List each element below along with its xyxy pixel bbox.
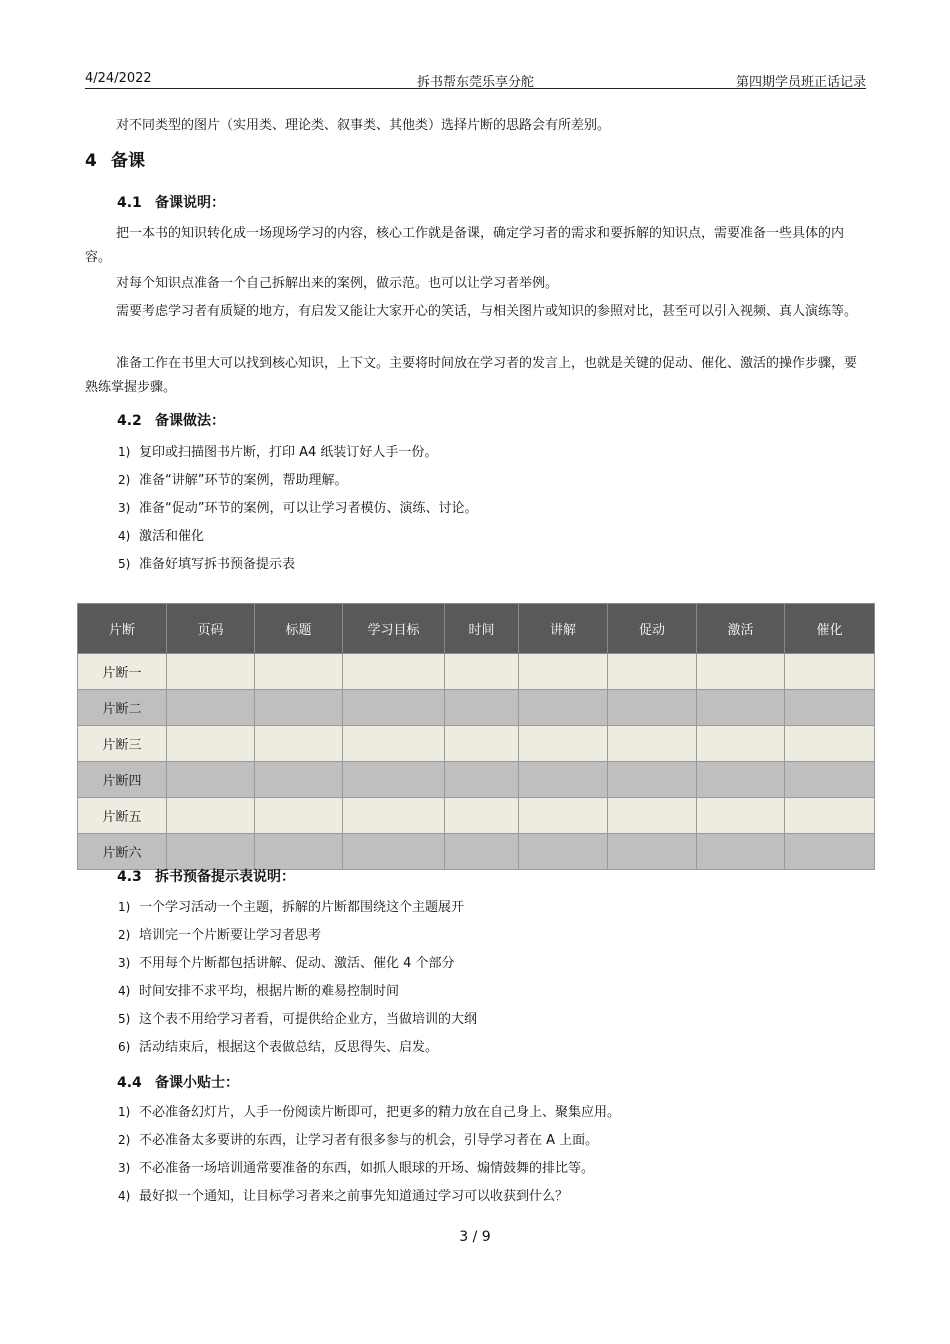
page-number: 3 / 9 — [459, 1229, 491, 1245]
table-cell — [608, 834, 697, 870]
table-cell — [697, 834, 785, 870]
page-header — [85, 70, 866, 89]
table-cell — [343, 690, 445, 726]
subsection-title: 备课说明： — [155, 195, 225, 211]
column-header: 催化 — [785, 604, 875, 654]
list-number: 4) — [118, 1189, 131, 1203]
list-item — [118, 550, 477, 578]
list-item — [118, 1182, 620, 1210]
list-item — [118, 438, 477, 466]
list-number: 1) — [118, 1105, 131, 1119]
paragraph: 准备工作在书里大可以找到核心知识，上下文。主要将时间放在学习者的发言上，也就是关键的促动、催化、激活的操作步骤，要熟练掌握步骤。 — [85, 356, 858, 395]
list-text: 准备好填写拆书预备提示表 — [139, 557, 296, 572]
table-cell — [167, 834, 255, 870]
table-cell — [785, 762, 875, 798]
list-text: 最好拟一个通知，让目标学习者来之前事先知道通过学习可以收获到什么？ — [139, 1189, 569, 1204]
list-item — [118, 1154, 620, 1182]
prep-prompt-table — [77, 603, 875, 870]
list-text: 不必准备太多要讲的东西，让学习者有很多参与的机会，引导学习者在 A 上面。 — [139, 1133, 599, 1148]
column-header: 讲解 — [519, 604, 608, 654]
prompt-table-notes-list — [118, 893, 477, 1061]
list-item — [118, 893, 477, 921]
column-header: 时间 — [445, 604, 519, 654]
list-number: 2) — [118, 1133, 131, 1147]
table-cell — [785, 798, 875, 834]
table-header-row — [78, 604, 875, 654]
list-text: 这个表不用给学习者看，可提供给企业方，当做培训的大纲 — [139, 1012, 478, 1027]
list-number: 3) — [118, 1161, 131, 1175]
column-header: 促动 — [608, 604, 697, 654]
list-item — [118, 977, 477, 1005]
table-cell — [343, 726, 445, 762]
table-cell — [445, 726, 519, 762]
list-text: 复印或扫描图书片断，打印 A4 纸装订好人手一份。 — [139, 445, 438, 460]
table-cell — [255, 798, 343, 834]
list-number: 1) — [118, 900, 131, 914]
list-item — [118, 494, 477, 522]
table-cell — [445, 798, 519, 834]
subsection-title: 备课做法： — [155, 413, 225, 429]
list-item — [118, 1126, 620, 1154]
list-text: 准备“讲解”环节的案例，帮助理解。 — [139, 473, 348, 488]
row-label: 片断一 — [78, 654, 167, 690]
column-header: 标题 — [255, 604, 343, 654]
row-label: 片断二 — [78, 690, 167, 726]
table-cell — [785, 654, 875, 690]
table-cell — [255, 762, 343, 798]
list-number: 5) — [118, 557, 131, 571]
list-text: 一个学习活动一个主题，拆解的片断都围绕这个主题展开 — [139, 900, 465, 915]
list-text: 不必准备幻灯片，人手一份阅读片断即可，把更多的精力放在自己身上、聚集应用。 — [139, 1105, 621, 1120]
list-text: 时间安排不求平均，根据片断的难易控制时间 — [139, 984, 400, 999]
list-text: 不用每个片断都包括讲解、促动、激活、催化 4 个部分 — [139, 956, 455, 971]
table-cell — [697, 690, 785, 726]
table-cell — [343, 798, 445, 834]
table-cell — [785, 690, 875, 726]
subsection-number: 4.3 — [117, 869, 142, 885]
table-cell — [697, 762, 785, 798]
column-header: 页码 — [167, 604, 255, 654]
table-cell — [255, 834, 343, 870]
table-row — [78, 726, 875, 762]
table-cell — [608, 798, 697, 834]
subsection-title: 拆书预备提示表说明： — [155, 869, 295, 885]
table-cell — [167, 798, 255, 834]
table-cell — [519, 834, 608, 870]
table-cell — [255, 726, 343, 762]
column-header: 激活 — [697, 604, 785, 654]
subsection-heading-4-4 — [117, 1072, 239, 1092]
table-row — [78, 690, 875, 726]
paragraph: 对每个知识点准备一个自己拆解出来的案例，做示范。也可以让学习者举例。 — [116, 276, 559, 291]
header-title: 拆书帮东莞乐享分舵 — [416, 75, 534, 90]
section-heading-4 — [85, 146, 145, 171]
table-row — [78, 834, 875, 870]
table-cell — [343, 654, 445, 690]
intro-paragraph: 对不同类型的图片（实用类、理论类、叙事类、其他类）选择片断的思路会有所差别。 — [116, 118, 611, 133]
list-item — [118, 921, 477, 949]
table-cell — [608, 654, 697, 690]
table-cell — [608, 762, 697, 798]
row-label: 片断三 — [78, 726, 167, 762]
row-label: 片断五 — [78, 798, 167, 834]
list-number: 5) — [118, 1012, 131, 1026]
paragraph: 需要考虑学习者有质疑的地方，有启发又能让大家开心的笑话，与相关图片或知识的参照对比，甚至可以引入视频、真人演练等。 — [116, 304, 858, 319]
table-cell — [167, 726, 255, 762]
list-number: 6) — [118, 1040, 131, 1054]
row-label: 片断六 — [78, 834, 167, 870]
list-text: 培训完一个片断要让学习者思考 — [139, 928, 322, 943]
table-cell — [519, 654, 608, 690]
list-item — [118, 1005, 477, 1033]
subsection-number: 4.1 — [117, 195, 142, 211]
list-item — [118, 522, 477, 550]
list-number: 1) — [118, 445, 131, 459]
table-cell — [255, 690, 343, 726]
header-date: 4/24/2022 — [85, 71, 152, 86]
table-cell — [445, 834, 519, 870]
subsection-heading-4-2 — [117, 410, 225, 430]
subsection-number: 4.4 — [117, 1075, 142, 1091]
table-cell — [519, 726, 608, 762]
list-number: 4) — [118, 984, 131, 998]
table-cell — [608, 690, 697, 726]
table-row — [78, 762, 875, 798]
table-cell — [785, 726, 875, 762]
table-cell — [445, 762, 519, 798]
list-number: 4) — [118, 529, 131, 543]
subsection-number: 4.2 — [117, 413, 142, 429]
list-item — [118, 1098, 620, 1126]
table-cell — [697, 654, 785, 690]
table-cell — [343, 762, 445, 798]
list-number: 3) — [118, 956, 131, 970]
table-cell — [519, 762, 608, 798]
header-doc-name: 第四期学员班正话记录 — [735, 75, 866, 90]
table-cell — [697, 798, 785, 834]
row-label: 片断四 — [78, 762, 167, 798]
column-header: 片断 — [78, 604, 167, 654]
table-cell — [167, 690, 255, 726]
column-header: 学习目标 — [343, 604, 445, 654]
list-item — [118, 949, 477, 977]
list-text: 激活和催化 — [139, 529, 205, 544]
section-number: 4 — [85, 151, 97, 171]
table-row — [78, 654, 875, 690]
table-cell — [445, 690, 519, 726]
table-cell — [519, 690, 608, 726]
table-cell — [167, 654, 255, 690]
table-cell — [519, 798, 608, 834]
subsection-heading-4-1 — [117, 192, 225, 212]
list-text: 活动结束后，根据这个表做总结，反思得失、启发。 — [139, 1040, 439, 1055]
table-cell — [445, 654, 519, 690]
table-cell — [167, 762, 255, 798]
prep-method-list — [118, 438, 477, 578]
section-title: 备课 — [111, 151, 145, 171]
table-cell — [343, 834, 445, 870]
table-cell — [697, 726, 785, 762]
list-text: 准备“促动”环节的案例，可以让学习者模仿、演练、讨论。 — [139, 501, 478, 516]
subsection-heading-4-3 — [117, 866, 295, 886]
paragraph: 把一本书的知识转化成一场现场学习的内容，核心工作就是备课，确定学习者的需求和要拆解的知识点，需要准备一些具体的内容。 — [85, 226, 845, 265]
list-item — [118, 466, 477, 494]
table-row — [78, 798, 875, 834]
list-number: 2) — [118, 473, 131, 487]
list-item — [118, 1033, 477, 1061]
prep-tips-list — [118, 1098, 620, 1210]
list-text: 不必准备一场培训通常要准备的东西，如抓人眼球的开场、煽情鼓舞的排比等。 — [139, 1161, 595, 1176]
table-cell — [608, 726, 697, 762]
list-number: 3) — [118, 501, 131, 515]
subsection-title: 备课小贴士： — [155, 1075, 239, 1091]
table-cell — [255, 654, 343, 690]
table-cell — [785, 834, 875, 870]
list-number: 2) — [118, 928, 131, 942]
